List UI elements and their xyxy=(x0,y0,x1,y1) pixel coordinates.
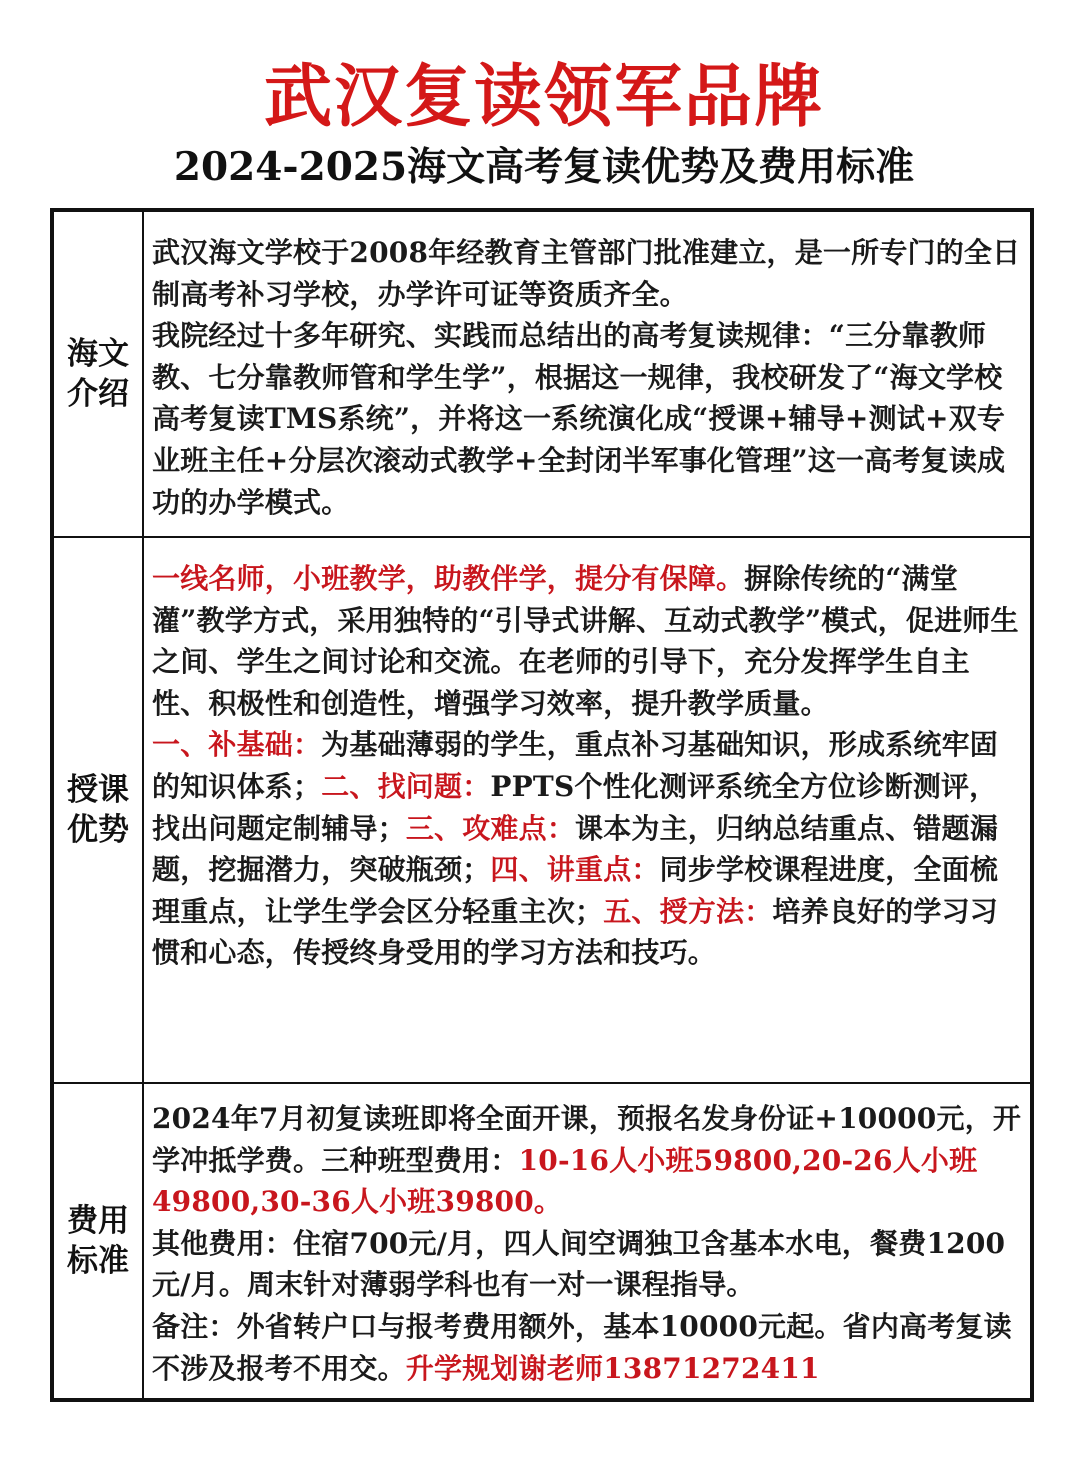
fees-paragraph-2: 其他费用：住宿700元/月，四人间空调独卫含基本水电，餐费1200元/月。周末针对薄弱学科也有一对一课程指导。 xyxy=(152,1226,1006,1302)
page-subtitle: 2024-2025海文高考复读优势及费用标准 xyxy=(173,144,915,190)
table-row-fees xyxy=(54,1082,1030,1398)
item-3-text: 课本为主，归纳总结重点、错题漏题，挖掘潜力，突破瓶颈； xyxy=(152,811,999,887)
section-label-fees: 费用标准 xyxy=(67,1203,129,1279)
item-3-title: 三、攻难点： xyxy=(405,811,576,845)
fees-paragraph-3 xyxy=(152,1306,1024,1389)
page-title: 武汉复读领军品牌 xyxy=(263,58,824,137)
table-row-intro xyxy=(54,212,1030,536)
item-5-title: 五、授方法： xyxy=(603,894,773,928)
fees-enrollment-text: 2024年7月初复读班即将全面开课，预报名发身份证+10000元，开学冲抵学费。三种班型费用： xyxy=(152,1102,1022,1177)
content-cell-intro xyxy=(152,212,1024,536)
advantage-paragraph-text: 摒除传统的“满堂灌”教学方式，采用独特的“引导式讲解、互动式教学”模式，促进师生之间、学生之间讨论和交流。在老师的引导下，充分发挥学生自主性、积极性和创造性，增强学习效率，提升教学质量。 xyxy=(152,562,1019,720)
item-5-text: 培养良好的学习习惯和心态，传授终身受用的学习方法和技巧。 xyxy=(152,894,999,970)
fees-class-prices: 10-16人小班59800,20-26人小班49800,30-36人小班39800。 xyxy=(152,1143,978,1219)
section-label-advantage: 授课优势 xyxy=(67,772,129,848)
info-table xyxy=(50,208,1034,1402)
item-2-title: 二、找问题： xyxy=(321,769,491,803)
contact-info: 升学规划谢老师13871272411 xyxy=(405,1351,820,1385)
item-4-title: 四、讲重点： xyxy=(490,853,660,887)
label-cell-advantage xyxy=(54,538,144,1082)
intro-paragraph-2: 我院经过十多年研究、实践而总结出的高考复读规律：“三分靠教师教、七分靠教师管和学生学”，根据这一规律，我校研发了“海文学校高考复读TMS系统”，并将这一系统演化成“授课+辅导+测试+双专业班主任+分层次滚动式教学+全封闭半军事化管理”这一高考复读成功的办学模式。 xyxy=(152,319,1006,519)
advantage-paragraph-1 xyxy=(152,558,1024,724)
item-4-text: 同步学校课程进度，全面梳理重点，让学生学会区分轻重主次； xyxy=(152,853,999,928)
intro-paragraph-1: 武汉海文学校于2008年经教育主管部门批准建立，是一所专门的全日制高考补习学校，办学许可证等资质齐全。 xyxy=(152,236,1021,311)
label-cell-fees xyxy=(54,1084,144,1398)
item-1-title: 一、补基础： xyxy=(152,728,322,762)
content-cell-advantage xyxy=(152,538,1024,1082)
fees-paragraph-1 xyxy=(152,1098,1024,1223)
label-cell-intro xyxy=(54,212,144,536)
item-2-text: PPTS个性化测评系统全方位诊断测评，找出问题定制辅导； xyxy=(152,769,998,845)
advantage-items xyxy=(152,724,1024,974)
advantage-highlight: 一线名师，小班教学，助教伴学，提分有保障。 xyxy=(152,562,745,595)
section-label-intro: 海文介绍 xyxy=(67,336,129,412)
table-row-advantage xyxy=(54,536,1030,1082)
content-cell-fees xyxy=(152,1084,1024,1398)
item-1-text: 为基础薄弱的学生，重点补习基础知识，形成系统牢固的知识体系； xyxy=(152,728,999,803)
fees-note-text: 备注：外省转户口与报考费用额外，基本10000元起。省内高考复读不涉及报考不用交。 xyxy=(152,1309,1012,1385)
